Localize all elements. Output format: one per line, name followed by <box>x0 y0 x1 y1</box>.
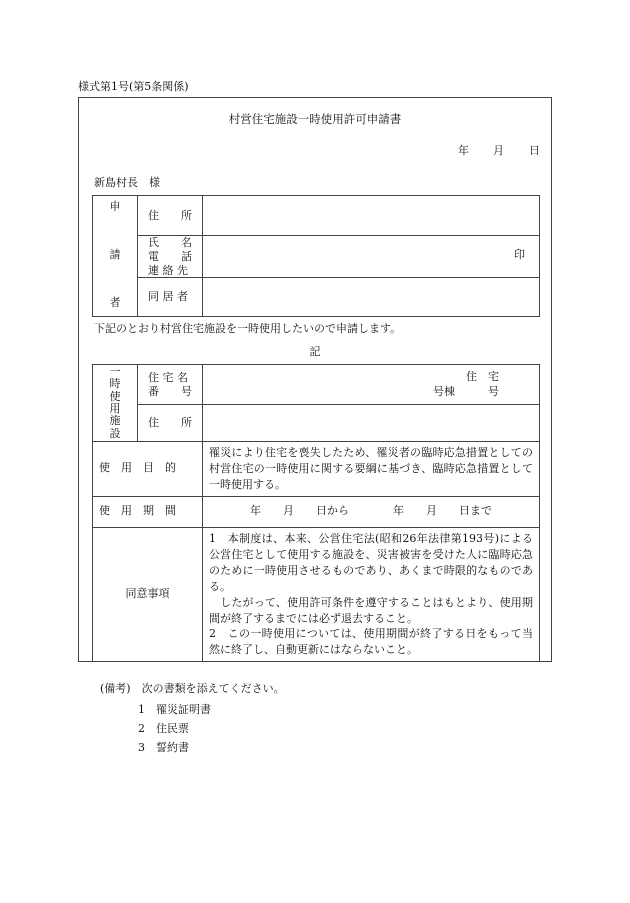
date-month: 月 <box>493 144 504 157</box>
purpose-text: 罹災により住宅を喪失したため、罹災者の臨時応急措置としての村営住宅の一時使用に関する要綱に基づき、臨時応急措置として一時使用する。 <box>203 442 540 497</box>
name-phone-label <box>138 236 203 278</box>
address-label: 住 所 <box>138 196 203 236</box>
consent-para-1: 1 本制度は、本来、公営住宅法(昭和26年法律第193号)による公営住宅として使用する施設を、災害被害を受けた人に臨時応急のために一時使用させるものであり、あくまで時限的なものである。 <box>209 531 533 593</box>
consent-para-2: したがって、使用許可条件を遵守することはもとより、使用期間が終了するまでには必ず退去すること。 <box>209 595 533 625</box>
facility-side-text: 一時使用施設 <box>109 365 121 440</box>
housing-value-1: 住 宅 <box>466 369 499 383</box>
request-sentence: 下記のとおり村営住宅施設を一時使用したいので申請します。 <box>94 322 402 335</box>
address-field[interactable] <box>203 196 540 236</box>
date-year: 年 <box>458 144 469 157</box>
housing-label <box>138 365 203 405</box>
housing-value-2: 号棟 号 <box>433 384 499 398</box>
cohabitant-label: 同 居 者 <box>138 278 203 317</box>
consent-text <box>203 527 540 662</box>
facility-address-label: 住 所 <box>138 405 203 442</box>
name-label: 氏 名 <box>148 236 192 249</box>
side-label-top: 申 <box>109 200 121 214</box>
side-label-bottom: 者 <box>109 296 121 310</box>
facility-table <box>92 364 540 662</box>
purpose-label: 使 用 目 的 <box>93 442 203 497</box>
housing-number-label: 番 号 <box>148 384 192 398</box>
remarks-header: (備考) 次の書類を添えてください。 <box>100 682 285 695</box>
facility-side-label <box>93 365 138 442</box>
form-number-label: 様式第1号(第5条関係) <box>78 80 189 93</box>
document-title: 村営住宅施設一時使用許可申請書 <box>228 112 402 126</box>
cohabitant-field[interactable] <box>203 278 540 317</box>
name-phone-field[interactable] <box>203 236 540 278</box>
consent-label: 同意事項 <box>93 527 203 662</box>
period-label: 使 用 期 間 <box>93 496 203 527</box>
remarks-item: 2 住民票 <box>138 722 189 735</box>
period-text: 年 月 日から 年 月 日まで <box>203 496 540 527</box>
side-label-mid: 請 <box>109 248 121 262</box>
seal-mark: 印 <box>514 248 525 261</box>
applicant-side-label <box>93 196 138 317</box>
applicant-table <box>92 195 540 317</box>
remarks-item: 3 誓約書 <box>138 741 189 754</box>
addressee: 新島村長 様 <box>94 176 160 189</box>
phone-label: 電 話 <box>148 249 192 263</box>
housing-field[interactable] <box>203 365 540 405</box>
facility-address-field[interactable] <box>203 405 540 442</box>
consent-para-3: 2 この一時使用については、使用期間が終了する日をもって当然に終了し、自動更新にはならないこと。 <box>209 627 533 657</box>
remarks-item: 1 罹災証明書 <box>138 703 211 716</box>
ki-heading: 記 <box>309 345 321 358</box>
housing-name-label: 住 宅 名 <box>148 370 188 384</box>
date-day: 日 <box>529 144 540 157</box>
contact-label: 連 絡 先 <box>148 263 188 277</box>
